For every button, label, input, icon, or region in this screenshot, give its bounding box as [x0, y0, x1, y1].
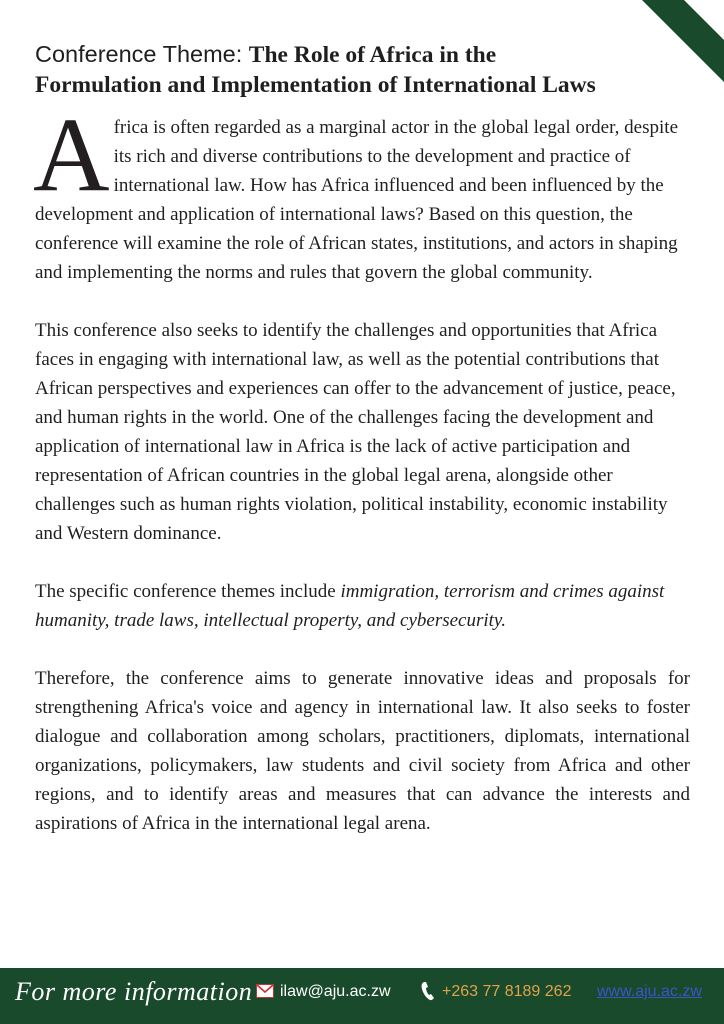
themes-list: immigration, terrorism and crimes against humanity, trade laws, intellectual property, and cybersecurity.: [35, 581, 665, 631]
themes-intro: The specific conference themes include: [35, 581, 341, 602]
conference-theme-title: [35, 40, 705, 100]
title-line-1: The Role of Africa in the: [248, 42, 497, 68]
paragraph-themes: [35, 577, 690, 635]
more-info-label: For more information: [15, 977, 253, 1006]
title-label: Conference Theme:: [35, 41, 249, 67]
title-line-2: Formulation and Implementation of International Laws: [35, 72, 596, 98]
paragraph-challenges: This conference also seeks to identify the challenges and opportunities that Africa faces in engaging with international law, as well as the potential contributions that African perspectives and experiences can offer to the advancement of justice, peace, and human rights in the world. One of the challenges facing the development and application of international law in Africa is the lack of active participation and representation of African countries in the global legal arena, alongside other challenges such as human rights violation, political instability, economic instability and Western dominance.: [35, 320, 676, 544]
phone-number[interactable]: +263 77 8189 262: [442, 983, 572, 1000]
paragraph-aims: Therefore, the conference aims to generate innovative ideas and proposals for strengthening Africa's voice and agency in international law. It also seeks to foster dialogue and collaboration among scholars, practitioners, diplomats, international organizations, policymakers, law students and civil society from Africa and other regions, and to identify areas and measures that can advance the interests and aspirations of Africa in the international legal arena.: [35, 668, 690, 834]
drop-cap: A: [33, 96, 110, 213]
mail-icon: [256, 984, 274, 998]
paragraph-intro-text: frica is often regarded as a marginal actor in the global legal order, despite its rich and diverse contributions to the development and practice of international law. How has Africa influenced and been influenced by the development and application of international laws? Based on this question, the conference will examine the role of African states, institutions, and actors in shaping and implementing the norms and rules that govern the global community.: [35, 117, 678, 283]
document-body: [33, 96, 690, 867]
phone-icon: [420, 981, 436, 1001]
email-link[interactable]: ilaw@aju.ac.zw: [280, 983, 391, 1000]
contact-footer: [0, 968, 724, 1024]
paragraph-intro: [33, 96, 690, 287]
website-link[interactable]: www.aju.ac.zw: [597, 983, 702, 1000]
